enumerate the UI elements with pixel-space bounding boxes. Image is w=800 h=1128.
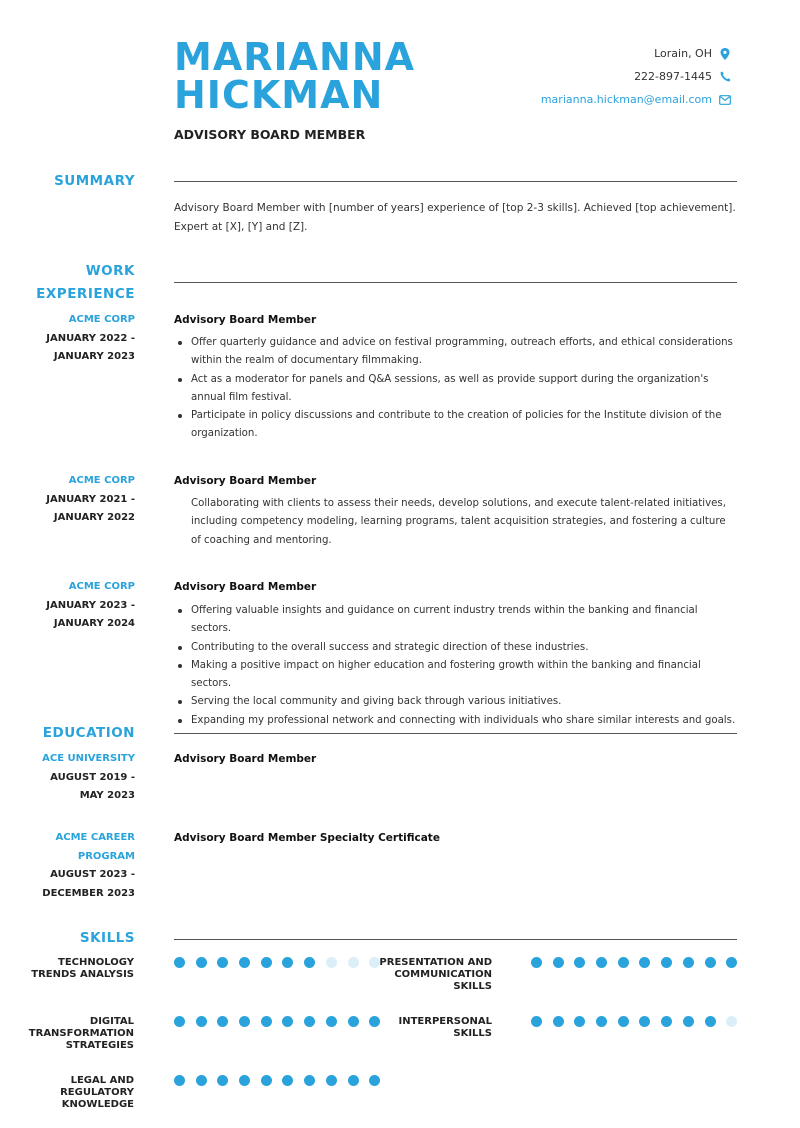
job-dates-start: JANUARY 2022 -: [46, 332, 135, 344]
rating-dot-filled: [705, 1016, 716, 1027]
employer: ACME CORP: [68, 314, 135, 325]
job-dates-end: JANUARY 2022: [53, 512, 135, 523]
section-title-skills: SKILLS: [79, 930, 135, 946]
rating-dot-filled: [639, 957, 650, 968]
rating-dot-filled: [282, 1016, 293, 1027]
skill-label-line: KNOWLEDGE: [61, 1099, 134, 1110]
bullet-item: Contributing to the overall success and strategic direction of these industries.: [174, 639, 737, 657]
bullet-item: Offer quarterly guidance and advice on festival programming, outreach efforts, and ethical considerations within the realm of documentary filmmaking.: [174, 334, 737, 371]
skill-label-line: LEGAL AND: [70, 1075, 134, 1086]
rating-dot-filled: [661, 1016, 672, 1027]
bullet-item: Expanding my professional network and connecting with individuals who share similar interests and goals.: [174, 712, 737, 730]
rating-dot-filled: [174, 957, 185, 968]
job-meta: [46, 472, 135, 528]
rating-dot-filled: [196, 1075, 207, 1086]
section-title-summary: SUMMARY: [54, 173, 135, 189]
skill-label-line: DIGITAL: [89, 1016, 134, 1027]
divider: [174, 733, 737, 734]
rating-dot-filled: [196, 957, 207, 968]
rating-dot-filled: [239, 957, 250, 968]
rating-dot-filled: [683, 957, 694, 968]
rating-dot-filled: [304, 1016, 315, 1027]
skill-label: [29, 1016, 134, 1052]
job-title: Advisory Board Member: [174, 475, 317, 487]
job-dates-start: JANUARY 2023 -: [46, 599, 135, 611]
skill-rating: [174, 1075, 391, 1086]
skill-rating: [174, 1016, 391, 1027]
rating-dot-filled: [726, 957, 737, 968]
employer: ACME CORP: [68, 581, 135, 592]
rating-dot-filled: [261, 1016, 272, 1027]
divider: [174, 282, 737, 283]
rating-dot-filled: [217, 957, 228, 968]
phone: [541, 65, 732, 88]
rating-dot-filled: [369, 1075, 380, 1086]
rating-dot-filled: [639, 1016, 650, 1027]
email[interactable]: [541, 88, 732, 111]
skill-label-line: TECHNOLOGY: [58, 957, 134, 968]
job-dates-end: JANUARY 2024: [53, 618, 135, 629]
experience-title-line2: EXPERIENCE: [36, 286, 135, 302]
rating-dot-filled: [531, 1016, 542, 1027]
rating-dot-filled: [304, 1075, 315, 1086]
skill-label-line: TRANSFORMATION: [28, 1028, 134, 1039]
rating-dot-filled: [553, 957, 564, 968]
divider: [174, 939, 737, 940]
rating-dot-filled: [596, 1016, 607, 1027]
skill-label-line: STRATEGIES: [65, 1040, 134, 1051]
candidate-name: [174, 35, 416, 117]
rating-dot-filled: [618, 957, 629, 968]
rating-dot-filled: [683, 1016, 694, 1027]
rating-dot-filled: [531, 957, 542, 968]
rating-dot-filled: [553, 1016, 564, 1027]
skill-label: [379, 957, 492, 993]
rating-dot-filled: [261, 1075, 272, 1086]
skill-label: [60, 1075, 134, 1111]
rating-dot-filled: [304, 957, 315, 968]
location: [541, 42, 732, 65]
job-meta: [46, 311, 135, 367]
rating-dot-filled: [574, 957, 585, 968]
school-line1: ACME CAREER: [55, 832, 135, 843]
skill-label: [399, 1016, 493, 1040]
degree: Advisory Board Member: [174, 753, 317, 765]
envelope-icon: [718, 93, 732, 107]
contact-block: [541, 42, 732, 111]
email-text[interactable]: marianna.hickman@email.com: [540, 93, 712, 106]
last-name: HICKMAN: [174, 73, 384, 117]
bullet-item: Offering valuable insights and guidance on current industry trends within the banking and financial sectors.: [174, 602, 737, 639]
map-pin-icon: [718, 47, 732, 61]
edu-dates-end: MAY 2023: [79, 790, 135, 801]
employer: ACME CORP: [68, 475, 135, 486]
bullet-item: Participate in policy discussions and contribute to the creation of policies for the Institute division of the organization.: [174, 407, 737, 444]
bullet-item: Making a positive impact on higher education and fostering growth within the banking and financial sectors.: [174, 657, 737, 694]
skill-rating: [531, 1016, 748, 1027]
rating-dot-filled: [348, 1075, 359, 1086]
edu-dates-start: AUGUST 2019 -: [50, 771, 135, 783]
rating-dot-empty: [348, 957, 359, 968]
rating-dot-filled: [326, 1016, 337, 1027]
bullet-item: Serving the local community and giving back through various initiatives.: [174, 693, 737, 711]
first-name: MARIANNA: [174, 35, 416, 79]
skill-label-line: INTERPERSONAL: [398, 1016, 492, 1027]
school: ACE UNIVERSITY: [42, 753, 135, 764]
degree: Advisory Board Member Specialty Certificate: [174, 832, 440, 844]
rating-dot-filled: [174, 1075, 185, 1086]
education-meta: [42, 829, 135, 903]
skill-label-line: SKILLS: [453, 981, 492, 992]
skill-label-line: TRENDS ANALYSIS: [31, 969, 134, 980]
experience-title-line1: WORK: [85, 263, 135, 279]
rating-dot-filled: [174, 1016, 185, 1027]
rating-dot-filled: [369, 1016, 380, 1027]
rating-dot-filled: [261, 957, 272, 968]
summary-text: Advisory Board Member with [number of years] experience of [top 2-3 skills]. Achieved [top achievement]. Expert at [X], [Y] and [Z].: [174, 202, 736, 233]
rating-dot-filled: [217, 1016, 228, 1027]
education-meta: [42, 750, 135, 806]
skill-rating: [531, 957, 748, 968]
section-title-experience: [36, 260, 135, 306]
bullet-item: Act as a moderator for panels and Q&A sessions, as well as provide support during the organization's annual film festival.: [174, 371, 737, 408]
skill-rating: [174, 957, 391, 968]
location-text: Lorain, OH: [654, 47, 712, 60]
rating-dot-filled: [348, 1016, 359, 1027]
rating-dot-filled: [217, 1075, 228, 1086]
job-title: Advisory Board Member: [174, 314, 317, 326]
rating-dot-filled: [239, 1075, 250, 1086]
skill-label-line: COMMUNICATION: [394, 969, 492, 980]
rating-dot-empty: [726, 1016, 737, 1027]
job-meta: [46, 578, 135, 634]
edu-dates-start: AUGUST 2023 -: [50, 869, 135, 880]
divider: [174, 181, 737, 182]
rating-dot-filled: [282, 1075, 293, 1086]
rating-dot-filled: [618, 1016, 629, 1027]
rating-dot-empty: [326, 957, 337, 968]
school-line2: PROGRAM: [77, 850, 135, 862]
rating-dot-filled: [705, 957, 716, 968]
rating-dot-filled: [196, 1016, 207, 1027]
phone-icon: [718, 70, 732, 84]
rating-dot-filled: [574, 1016, 585, 1027]
phone-text: 222-897-1445: [634, 70, 712, 83]
rating-dot-filled: [282, 957, 293, 968]
job-description: Collaborating with clients to assess their needs, develop solutions, and execute talent-related initiatives, including competency modeling, learning programs, talent acquisition strategies, and fostering a culture of coaching and mentoring.: [191, 498, 726, 546]
job-title: ADVISORY BOARD MEMBER: [174, 127, 366, 142]
job-dates-end: JANUARY 2023: [53, 351, 135, 362]
section-title-education: EDUCATION: [42, 725, 135, 741]
job-bullets: [174, 334, 737, 444]
job-title: Advisory Board Member: [174, 581, 317, 593]
rating-dot-filled: [596, 957, 607, 968]
skill-label: [31, 957, 134, 981]
job-bullets: [174, 602, 737, 730]
rating-dot-filled: [239, 1016, 250, 1027]
edu-dates-end: DECEMBER 2023: [42, 887, 135, 899]
skill-label-line: REGULATORY: [60, 1087, 134, 1098]
skill-label-line: PRESENTATION AND: [379, 957, 492, 968]
job-dates-start: JANUARY 2021 -: [46, 493, 135, 505]
rating-dot-filled: [661, 957, 672, 968]
skill-label-line: SKILLS: [453, 1028, 492, 1039]
rating-dot-filled: [326, 1075, 337, 1086]
